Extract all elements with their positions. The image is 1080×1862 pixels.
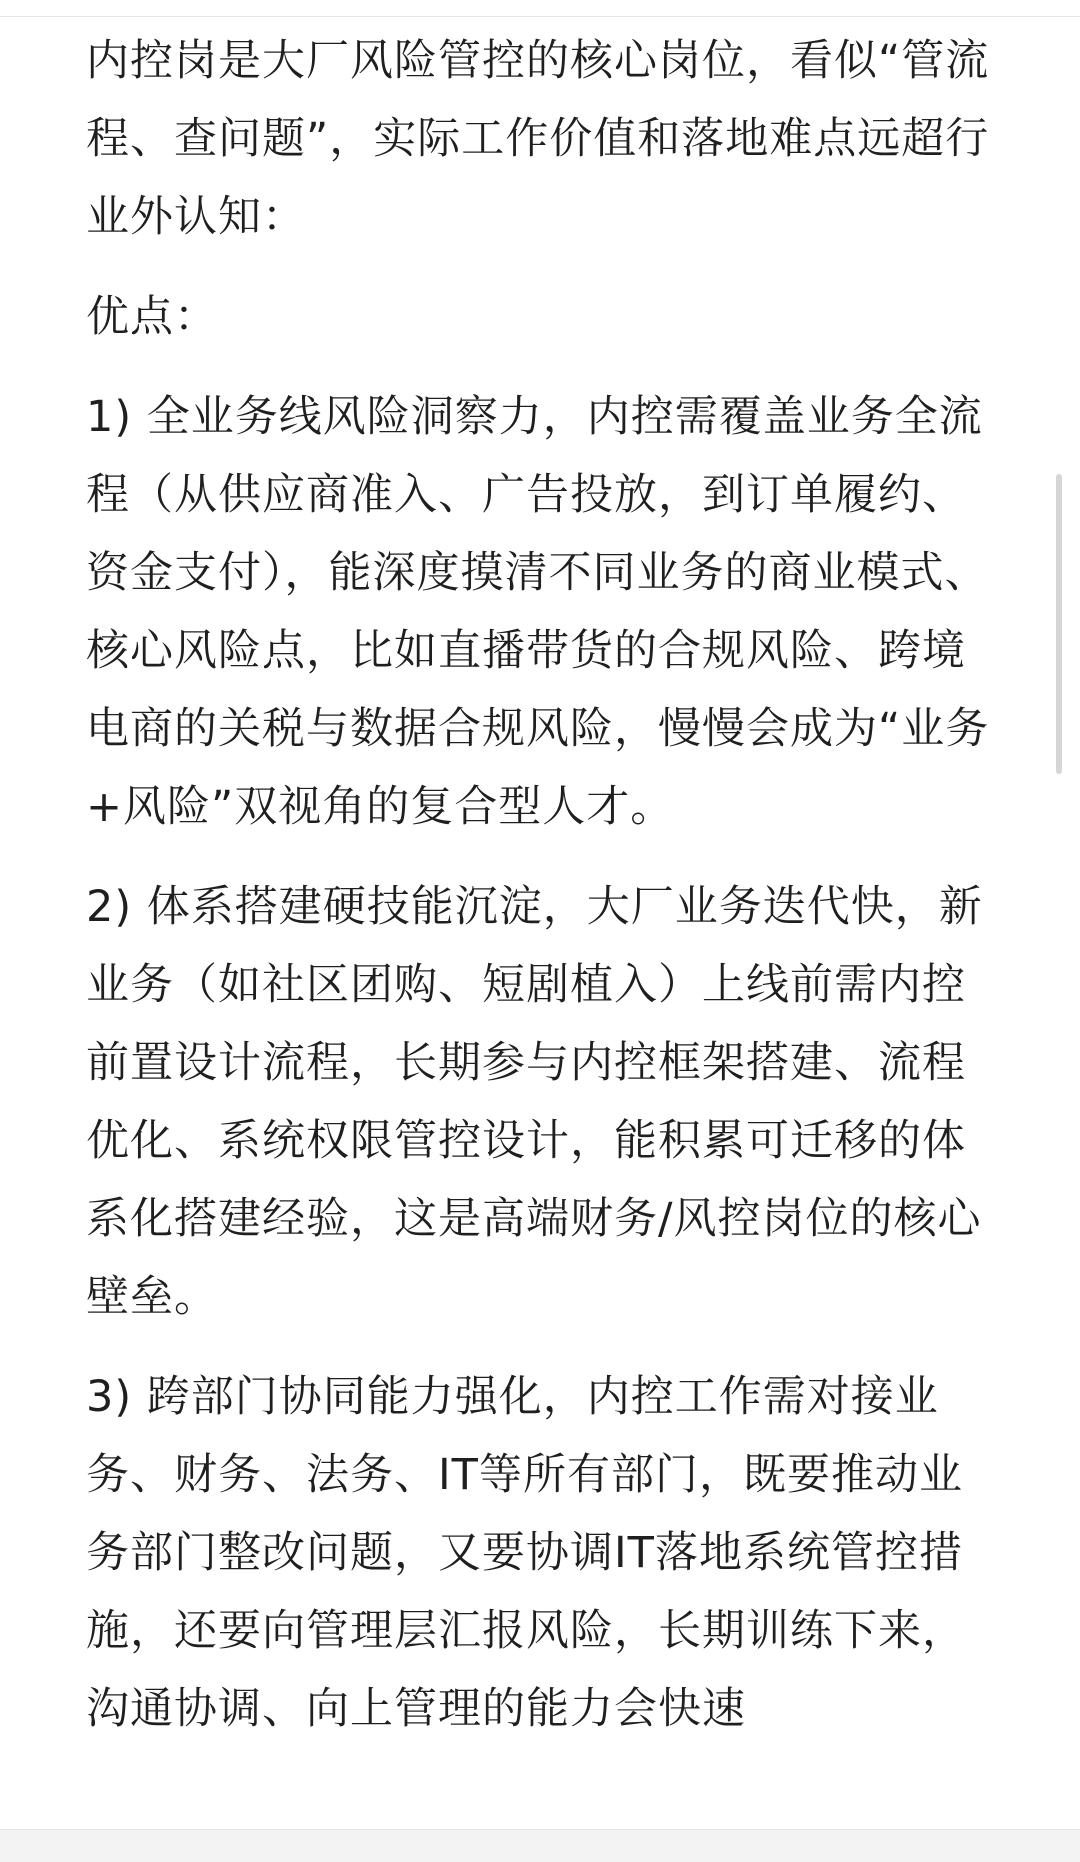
top-divider (0, 0, 1080, 17)
pros-heading: 优点： (86, 292, 218, 342)
scrollbar-thumb[interactable] (1056, 474, 1062, 774)
pro-point-2: 2) 体系搭建硬技能沉淀，大厂业务迭代快，新业务（如社区团购、短剧植入）上线前需内控前置设计流程，长期参与内控框架搭建、流程优化、系统权限管控设计，能积累可迁移的体系化搭建经验，这是高端财务/风控岗位的核心壁垒。 (86, 882, 983, 1322)
pro-point-1: 1) 全业务线风险洞察力，内控需覆盖业务全流程（从供应商准入、广告投放，到订单履约、资金支付），能深度摸清不同业务的商业模式、核心风险点，比如直播带货的合规风险、跨境电商的关税与数据合规风险，慢慢会成为“业务+风险”双视角的复合型人才。 (86, 392, 990, 832)
pro-point-3: 3) 跨部门协同能力强化，内控工作需对接业务、财务、法务、IT等所有部门，既要推动业务部门整改问题，又要协调IT落地系统管控措施，还要向管理层汇报风险，长期训练下来，沟通协调、向上管理的能力会快速 (86, 1372, 966, 1734)
article-content (86, 22, 1000, 1770)
bottom-bar (0, 1829, 1080, 1862)
article-intro: 内控岗是大厂风险管控的核心岗位，看似“管流程、查问题”，实际工作价值和落地难点远超行业外认知： (86, 36, 990, 242)
